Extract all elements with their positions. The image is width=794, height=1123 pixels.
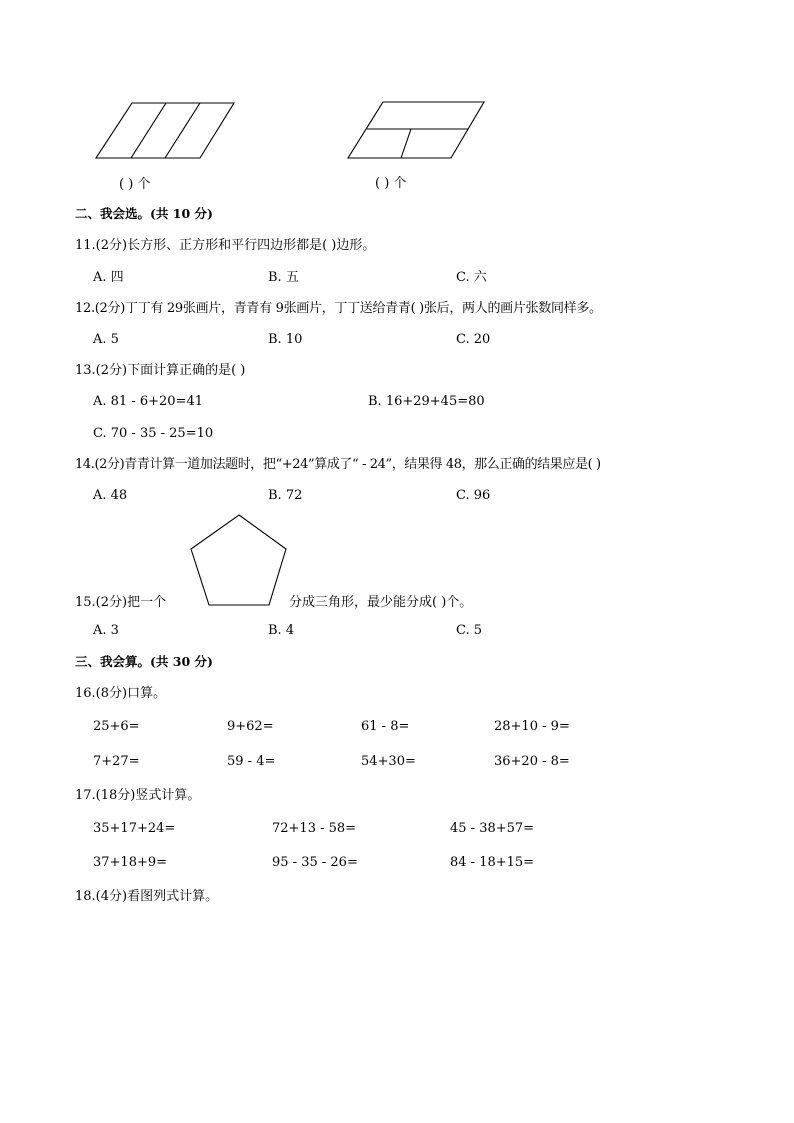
oral-calc-item: 54+30=: [361, 754, 416, 769]
vertical-calc-item: 84 - 18+15=: [450, 855, 535, 870]
question-11-stem: 11.(2分)长方形、正方形和平行四边形都是( )边形。: [75, 238, 376, 253]
vertical-calc-item: 95 - 35 - 26=: [272, 855, 358, 870]
section-two-heading: 二、我会选。(共 10 分): [75, 206, 213, 221]
question-13-option-b: B. 16+29+45=80: [368, 394, 485, 409]
question-15-option-a: A. 3: [93, 623, 119, 638]
oral-calc-item: 36+20 - 8=: [494, 754, 570, 769]
left-figure-answer-blank: ( ) 个: [119, 177, 151, 192]
question-12-option-b: B. 10: [268, 332, 303, 347]
question-13-option-c: C. 70 - 35 - 25=10: [93, 426, 214, 441]
oral-calc-item: 61 - 8=: [361, 719, 410, 734]
question-15-option-b: B. 4: [268, 623, 295, 638]
vertical-calc-item: 72+13 - 58=: [272, 821, 357, 836]
question-15-option-c: C. 5: [456, 623, 483, 638]
oral-calc-item: 25+6=: [93, 719, 140, 734]
question-13-option-a: A. 81 - 6+20=41: [93, 394, 203, 409]
question-15-stem-start: 15.(2分)把一个: [75, 595, 167, 610]
question-12-option-c: C. 20: [456, 332, 491, 347]
question-12-stem: 12.(2分)丁丁有 29张画片，青青有 9张画片，丁丁送给青青( )张后，两人的画片张数同样多。: [75, 301, 602, 316]
vertical-calc-item: 45 - 38+57=: [450, 821, 535, 836]
vertical-calc-item: 37+18+9=: [93, 855, 168, 870]
question-14-stem: 14.(2分)青青计算一道加法题时，把“+24”算成了“ - 24”，结果得 48，那么正确的结果应是( ): [75, 457, 601, 472]
right-figure-answer-blank: ( ) 个: [375, 176, 407, 191]
question-11-option-b: B. 五: [268, 270, 299, 285]
question-12-option-a: A. 5: [93, 332, 119, 347]
question-14-option-b: B. 72: [268, 488, 303, 503]
oral-calc-item: 28+10 - 9=: [494, 719, 570, 734]
oral-calc-item: 7+27=: [93, 754, 140, 769]
oral-calc-item: 9+62=: [227, 719, 274, 734]
question-13-stem: 13.(2分)下面计算正确的是( ): [75, 363, 246, 378]
question-14-option-c: C. 96: [456, 488, 491, 503]
question-17-stem: 17.(18分)竖式计算。: [75, 788, 201, 803]
oral-calc-item: 59 - 4=: [227, 754, 276, 769]
question-15-stem-end: 分成三角形，最少能分成( )个。: [289, 595, 473, 610]
section-three-heading: 三、我会算。(共 30 分): [75, 654, 213, 669]
question-18-stem: 18.(4分)看图列式计算。: [75, 889, 219, 904]
question-11-option-a: A. 四: [93, 270, 124, 285]
vertical-calc-item: 35+17+24=: [93, 821, 176, 836]
question-14-option-a: A. 48: [93, 488, 128, 503]
question-11-option-c: C. 六: [456, 270, 487, 285]
question-16-stem: 16.(8分)口算。: [75, 686, 167, 701]
